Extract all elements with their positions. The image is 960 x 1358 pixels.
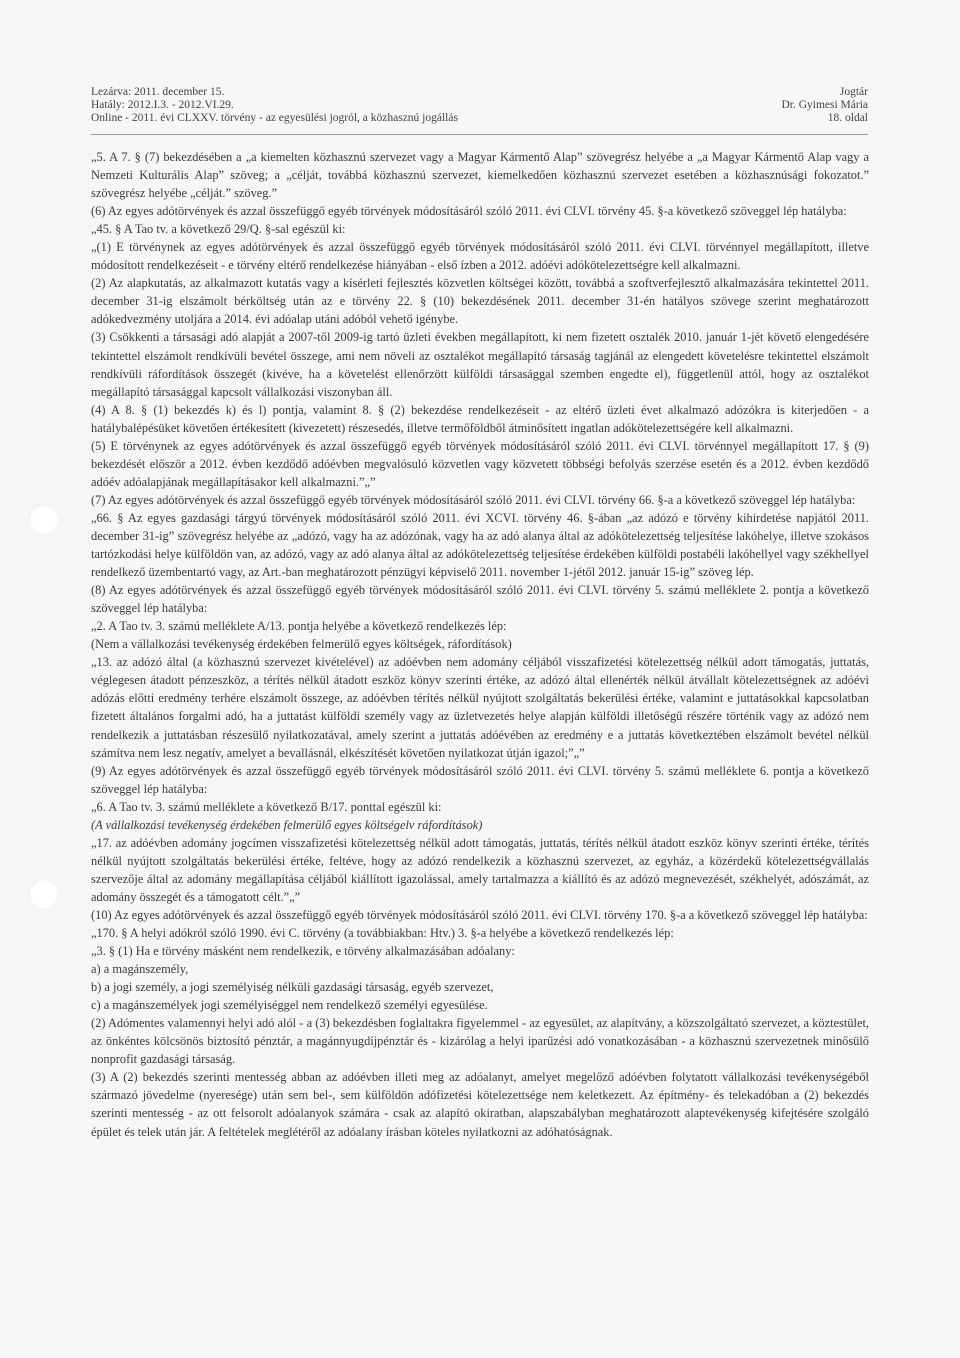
header-source: Jogtár <box>839 86 868 98</box>
header-author: Dr. Gyimesi Mária <box>781 99 868 111</box>
header-right-block <box>781 86 868 125</box>
paragraph: (4) A 8. § (1) bekezdés k) és l) pontja, valamint 8. § (2) bekezdése rendelkezéseit - az eltérő üzleti évet alkalmazó adózókra is kiterjedően - a hatálybalépésüket követően értékesített (kivezetett) részesedés, illetve termőföldből átminősített ingatlan adókötelezettségére kell alkalmazni. <box>91 402 869 435</box>
paragraph: (6) Az egyes adótörvények és azzal összefüggő egyéb törvények módosításáról szóló 2011. évi CLVI. törvény 45. §-a következő szöveggel lép hatályba: <box>91 204 847 219</box>
paragraph: „170. § A helyi adókról szóló 1990. évi C. törvény (a továbbiakban: Htv.) 3. §-a helyébe a következő rendelkezés lép: <box>91 926 674 941</box>
paragraph: „(1) E törvénynek az egyes adótörvények és azzal összefüggő egyéb törvények módosításáról szóló 2011. évi CLVI. törvénnyel megállapított, illetve módosított rendelkezéseit - e törvény eltérő rendelkezése hiányában - első ízben a 2012. adóévi adókötelezettségre kell alkalmazni. <box>91 240 869 273</box>
paragraph: „45. § A Tao tv. a következő 29/Q. §-sal egészül ki: <box>91 222 346 237</box>
paragraph: (9) Az egyes adótörvények és azzal összefüggő egyéb törvények módosításáról szóló 2011. évi CLVI. törvény 5. számú melléklete 6. pontja a következő szöveggel lép hatályba: <box>91 763 869 796</box>
header-closed-date: Lezárva: 2011. december 15. <box>91 86 225 98</box>
paragraph: (2) Az alapkutatás, az alkalmazott kutatás vagy a kísérleti fejlesztés közvetlen költségei között, továbbá a szoftverfejlesztő alkalmazására tekintettel 2011. december 31-ig elszámolt bérköltség után az e törvény 22. § (10) bekezdésének 2011. december 31-én hatályos szövege szerint meghatározott adókedvezmény utoljára a 2014. évi adóalap utáni adóból vehető igénybe. <box>91 276 869 327</box>
document-body <box>91 148 869 1141</box>
paragraph: „13. az adózó által (a közhasznú szervezet kivételével) az adóévben nem adomány céljából visszafizetési kötelezettség nélkül adott támogatás, juttatás, véglegesen átadott pénzeszköz, a térítés nélkül átadott eszköz könyv szerinti értéke, az adózó által ellenérték nélkül átvállalt kötelezettségnek az adóévi adózás előtti eredmény terhére elszámolt összege, az adóévben térítés nélkül nyújtott szolgáltatás bekerülési értéke, valamint e juttatásokkal kapcsolatban fizetett általános forgalmi adó, ha a juttatást külföldi személy vagy az üzletvezetés helye alapján külföldi illetőségű részére történik vagy az adózó nem rendelkezik a juttatásban részesülő nyilatkozatával, amely szerint a juttatás adóévében az eredmény e a juttatás következtében elszámolt bevétel nélkül számítva nem lesz negatív, amelyet a bevallásnál, elkészítését követően nyilatkozat útján igazol;”„” <box>91 655 869 760</box>
paragraph: „5. A 7. § (7) bekezdésében a „a kiemelten közhasznú szervezet vagy a Magyar Kármentő Alap” szövegrész helyébe a „a Magyar Kármentő Alap vagy a Nemzeti Kulturális Alap” szöveg; a „célját, továbbá közhasznú szervezet, kiemelkedően közhasznú szervezet esetében a közhasznúsági fokozatot.” szövegrész helyébe „célját.” szöveg.” <box>91 150 869 201</box>
paragraph: c) a magánszemélyek jogi személyiséggel nem rendelkező személyi egyesülése. <box>91 998 488 1013</box>
paragraph: b) a jogi személy, a jogi személyiség nélküli gazdasági társaság, egyéb szervezet, <box>91 980 494 995</box>
paragraph: (Nem a vállalkozási tevékenység érdekében felmerülő egyes költségek, ráfordítások) <box>91 637 512 652</box>
header-left-block <box>91 86 458 125</box>
paragraph: „17. az adóévben adomány jogcímen visszafizetési kötelezettség nélkül adott támogatás, juttatás, térítés nélkül átadott eszköz könyv szerinti értéke, térítés nélkül nyújtott szolgáltatás bekerülési értéke, feltéve, hogy az adózó rendelkezik a közhasznú szervezet, az egyház, a közérdekű kötelezettségvállalás szervezője által az adomány megállapítása céljából kiállított igazolással, amely tartalmazza a kiállító és az adózó megnevezését, székhelyét, adószámát, az adomány összegét és a támogatott célt.”„” <box>91 835 869 904</box>
header-page-number: 18. oldal <box>827 112 868 124</box>
paragraph: (3) A (2) bekezdés szerinti mentesség abban az adóévben illeti meg az adóalanyt, amelyet megelőző adóévben folytatott vállalkozási tevékenységéből származó jövedelme (nyeresége) után sem bel-, sem külföldön adófizetési kötelezettsége nem keletkezett. Az építmény- és telekadóban a (2) bekezdés szerinti mentesség - az ott felsorolt adóalanyok számára - csak az alapító okiratban, alapszabályban meghatározott alaptevékenység kifejtésére szolgáló épület és telek után jár. A feltételek meglétéről az adóalany írásban köteles nyilatkozni az adóhatóságnak. <box>91 1070 869 1139</box>
punch-hole-bottom <box>28 878 58 908</box>
punch-hole-top <box>28 504 58 534</box>
paragraph: (10) Az egyes adótörvények és azzal összefüggő egyéb törvények módosításáról szóló 2011. évi CLVI. törvény 170. §-a a következő szöveggel lép hatályba: <box>91 907 868 922</box>
paragraph: (A vállalkozási tevékenység érdekében felmerülő egyes költségelv ráfordítások) <box>91 817 483 832</box>
header-law-title: Online - 2011. évi CLXXV. törvény - az egyesülési jogról, a közhasznú jogállás <box>91 112 458 124</box>
paragraph: „66. § Az egyes gazdasági tárgyú törvények módosításáról szóló 2011. évi XCVI. törvény 46. §-ában „az adózó e törvény kihirdetése napjától 2011. december 31-ig” szövegrész helyébe az „adózó, vagy ha az adózónak, vagy ha az adó alanya által az adókötelezettség teljesítése lakóhelye, illetve szokásos tartózkodási helye külföldön van, az adózó, vagy az adó alanya által az adókötelezettség teljesítése érdekében külföldi postabéli lakóhellyel vagy székhellyel rendelkező üzembentartó vagy, az Art.-ban meghatározott pénzügyi képviselő 2011. november 1-jétől 2012. január 15-ig” szöveg lép. <box>91 510 869 580</box>
paragraph: (5) E törvénynek az egyes adótörvények és azzal összefüggő egyéb törvények módosításáról szóló 2011. évi CLVI. törvénnyel megállapított 17. § (9) bekezdését először a 2012. évben kezdődő adóévben megvalósuló közvetlen vagy közvetett többségi befolyás szerzése esetén és a 2012. évben kezdődő adóév adóalapjának megállapításakor kell alkalmazni.”„” <box>91 438 869 489</box>
paragraph: „2. A Tao tv. 3. számú melléklete A/13. pontja helyébe a következő rendelkezés lép: <box>91 619 507 634</box>
paragraph: (3) Csökkenti a társasági adó alapját a 2007-től 2009-ig tartó üzleti években megállapított, ki nem fizetett osztalék 2010. január 1-jét követő elengedésére tekintettel elszámolt rendkívüli bevétel összege, ami nem növeli az osztalékot megállapító társaság tagjánál az elengedett követelésre tekintettel elszámolt rendkívüli ráfordítások összegét (kivéve, ha a követelést ellenőrzött külföldi társasággal szemben engedte el), függetlenül attól, hogy az osztalékot megállapító társasággal kapcsolt vállalkozási viszonyban áll. <box>91 330 869 399</box>
paragraph: (7) Az egyes adótörvények és azzal összefüggő egyéb törvények módosításáról szóló 2011. évi CLVI. törvény 66. §-a a következő szöveggel lép hatályba: <box>91 492 856 507</box>
paragraph: (2) Adómentes valamennyi helyi adó alól - a (3) bekezdésben foglaltakra figyelemmel - az egyesület, az alapítvány, a közszolgáltató szervezet, a köztestület, az önkéntes kölcsönös biztosító pénztár, a magánnyugdíjpénztár és - kizárólag a helyi iparűzési adó vonatkozásában - a közhasznú szervezetnek minősülő nonprofit gazdasági társaság. <box>91 1016 869 1067</box>
paragraph: a) a magánszemély, <box>91 962 189 977</box>
header-effect-period: Hatály: 2012.I.3. - 2012.VI.29. <box>91 99 234 111</box>
paragraph: „3. § (1) Ha e törvény másként nem rendelkezik, e törvény alkalmazásában adóalany: <box>91 944 515 959</box>
paragraph: (8) Az egyes adótörvények és azzal összefüggő egyéb törvények módosításáról szóló 2011. évi CLVI. törvény 5. számú melléklete 2. pontja a következő szöveggel lép hatályba: <box>91 583 869 616</box>
header-divider <box>91 134 868 135</box>
paragraph: „6. A Tao tv. 3. számú melléklete a következő B/17. ponttal egészül ki: <box>91 799 442 814</box>
